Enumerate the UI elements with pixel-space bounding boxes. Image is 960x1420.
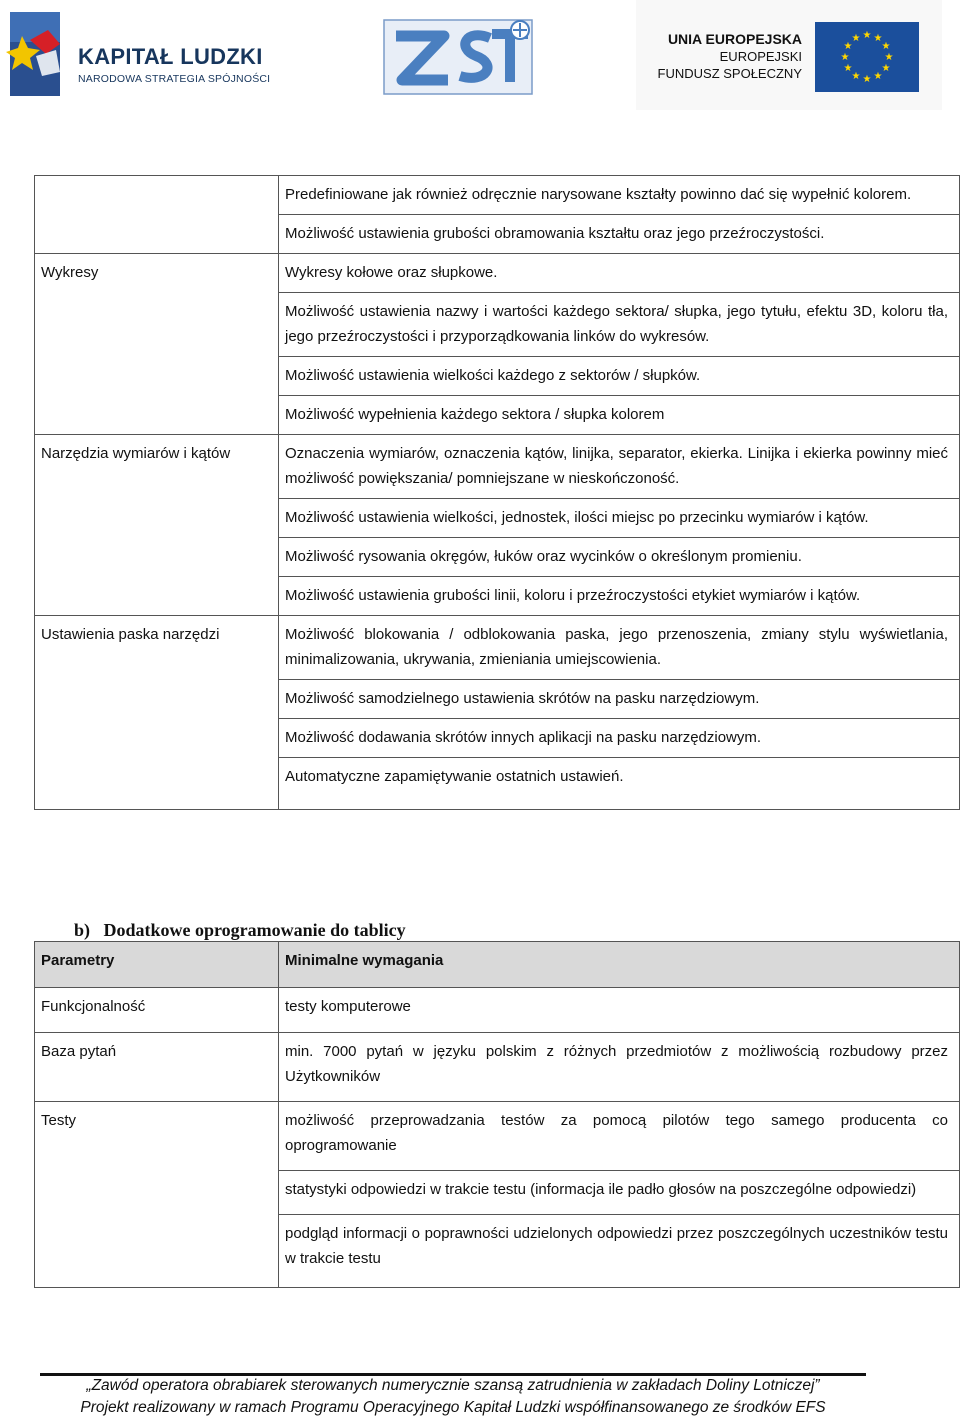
specification-table-2 bbox=[34, 941, 960, 1288]
specification-table-1 bbox=[34, 175, 960, 810]
requirement-cell: Automatyczne zapamiętywanie ostatnich ustawień. bbox=[279, 758, 960, 810]
param-cell: Testy bbox=[35, 1102, 279, 1288]
header-req-cell: Minimalne wymagania bbox=[279, 942, 960, 988]
requirement-cell: Możliwość ustawienia nazwy i wartości każdego sektora/ słupka, jego tytułu, efektu 3D, koloru tła, jego przeźroczystości i przyporządkowania linków do wykresów. bbox=[279, 293, 960, 357]
requirement-cell: Możliwość rysowania okręgów, łuków oraz wycinków o określonym promieniu. bbox=[279, 538, 960, 577]
svg-text:★: ★ bbox=[840, 52, 850, 63]
table-header-row bbox=[35, 942, 960, 988]
svg-text:★: ★ bbox=[884, 52, 894, 63]
requirement-cell: testy komputerowe bbox=[279, 988, 960, 1033]
kapital-ludzki-subtitle: NARODOWA STRATEGIA SPÓJNOŚCI bbox=[78, 73, 271, 85]
kapital-ludzki-logo bbox=[6, 10, 271, 98]
requirement-cell: Możliwość ustawienia grubości obramowania kształtu oraz jego przeźroczystości. bbox=[279, 215, 960, 254]
svg-text:★: ★ bbox=[881, 63, 891, 74]
footer-funding-note: Projekt realizowany w ramach Programu Operacyjnego Kapitał Ludzki współfinansowanego ze środków EFS bbox=[80, 1399, 826, 1416]
svg-text:★: ★ bbox=[873, 71, 883, 82]
table-row bbox=[35, 254, 960, 293]
svg-text:★: ★ bbox=[881, 41, 891, 52]
header-param-cell: Parametry bbox=[35, 942, 279, 988]
zst-logo bbox=[382, 14, 534, 98]
requirement-cell: statystyki odpowiedzi w trakcie testu (informacja ile padło głosów na poszczególne odpowiedzi) bbox=[279, 1171, 960, 1215]
footer-divider bbox=[40, 1373, 866, 1376]
svg-text:★: ★ bbox=[873, 33, 883, 44]
ue-line-1: UNIA EUROPEJSKA bbox=[667, 31, 802, 47]
requirement-cell: Możliwość ustawienia wielkości każdego z sektorów / słupków. bbox=[279, 357, 960, 396]
ue-line-2: EUROPEJSKI bbox=[719, 49, 802, 64]
table-row bbox=[35, 1033, 960, 1102]
eu-flag-icon bbox=[815, 22, 919, 92]
param-cell: Baza pytań bbox=[35, 1033, 279, 1102]
table-row bbox=[35, 988, 960, 1033]
svg-text:★: ★ bbox=[851, 71, 861, 82]
table1-body bbox=[35, 176, 960, 810]
param-cell: Funkcjonalność bbox=[35, 988, 279, 1033]
param-cell: Narzędzia wymiarów i kątów bbox=[35, 435, 279, 616]
svg-text:★: ★ bbox=[843, 41, 853, 52]
requirement-cell: podgląd informacji o poprawności udzielonych odpowiedzi przez poszczególnych uczestników testu w trakcie testu bbox=[279, 1215, 960, 1288]
requirement-cell: Możliwość ustawienia wielkości, jednostek, ilości miejsc po przecinku wymiarów i kątów. bbox=[279, 499, 960, 538]
requirement-cell: Możliwość samodzielnego ustawienia skrótów na pasku narzędziowym. bbox=[279, 680, 960, 719]
param-cell: Wykresy bbox=[35, 254, 279, 435]
requirement-cell: Możliwość wypełnienia każdego sektora / słupka kolorem bbox=[279, 396, 960, 435]
requirement-cell: Wykresy kołowe oraz słupkowe. bbox=[279, 254, 960, 293]
requirement-cell: min. 7000 pytań w języku polskim z różnych przedmiotów z możliwością rozbudowy przez Użytkowników bbox=[279, 1033, 960, 1102]
svg-text:★: ★ bbox=[851, 33, 861, 44]
eu-efs-logo bbox=[636, 0, 942, 110]
table2-body bbox=[35, 942, 960, 1288]
requirement-cell: możliwość przeprowadzania testów za pomocą pilotów tego samego producenta co oprogramowanie bbox=[279, 1102, 960, 1171]
kapital-ludzki-title: KAPITAŁ LUDZKI bbox=[78, 44, 263, 69]
param-cell: Ustawienia paska narzędzi bbox=[35, 616, 279, 810]
zst-emblem-icon bbox=[382, 14, 534, 98]
svg-text:★: ★ bbox=[862, 30, 872, 41]
table-row bbox=[35, 1102, 960, 1171]
svg-text:★: ★ bbox=[862, 74, 872, 85]
svg-text:★: ★ bbox=[843, 63, 853, 74]
footer-project-title: „Zawód operatora obrabiarek sterowanych numerycznie szansą zatrudnienia w zakładach Doliny Lotniczej” bbox=[86, 1377, 820, 1394]
kapital-ludzki-emblem-icon bbox=[6, 10, 72, 98]
table-row bbox=[35, 616, 960, 680]
requirement-cell: Możliwość ustawienia grubości linii, koloru i przeźroczystości etykiet wymiarów i kątów. bbox=[279, 577, 960, 616]
table-row bbox=[35, 435, 960, 499]
table-row bbox=[35, 176, 960, 215]
requirement-cell: Możliwość dodawania skrótów innych aplikacji na pasku narzędziowym. bbox=[279, 719, 960, 758]
ue-line-3: FUNDUSZ SPOŁECZNY bbox=[657, 66, 802, 81]
requirement-cell: Możliwość blokowania / odblokowania paska, jego przenoszenia, zmiany stylu wyświetlania, minimalizowania, ukrywania, zmieniania umiejscowienia. bbox=[279, 616, 960, 680]
param-cell bbox=[35, 176, 279, 254]
requirement-cell: Oznaczenia wymiarów, oznaczenia kątów, linijka, separator, ekierka. Linijka i ekierka powinny mieć możliwość powiększania/ pomniejszane w nieskończoność. bbox=[279, 435, 960, 499]
requirement-cell: Predefiniowane jak również odręcznie narysowane kształty powinno dać się wypełnić kolorem. bbox=[279, 176, 960, 215]
section-b-heading: b) Dodatkowe oprogramowanie do tablicy bbox=[74, 920, 406, 940]
